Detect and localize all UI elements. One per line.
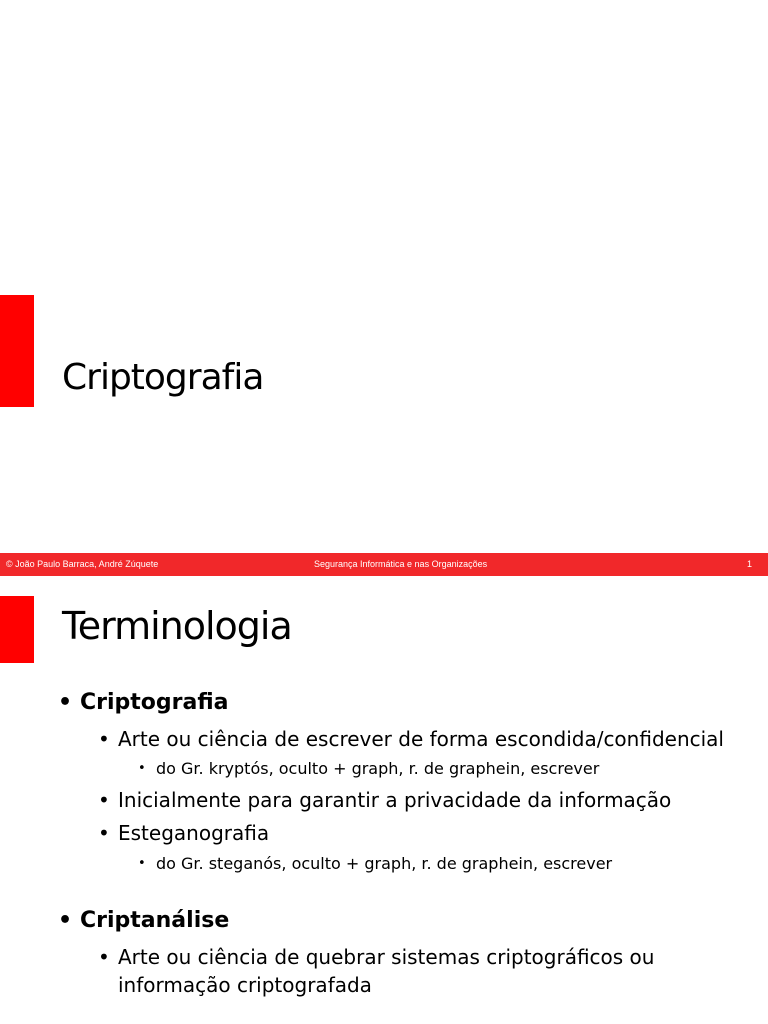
slide-title: Criptografia — [62, 357, 264, 398]
bullet-item — [98, 819, 270, 847]
bullet-item — [98, 725, 724, 753]
bullet-text: Arte ou ciência de escrever de forma escondida/confidencial — [118, 727, 724, 751]
bullet-text: do Gr. kryptós, oculto + graph, r. de graphein, escrever — [156, 759, 600, 778]
bullet-item — [58, 906, 230, 936]
bullet-text: Criptografia — [80, 690, 229, 715]
bullet-icon: • — [98, 945, 110, 969]
bullet-item — [98, 786, 672, 814]
bullet-icon: • — [138, 856, 146, 871]
bullet-text: Esteganografia — [118, 821, 270, 845]
bullet-text-continuation: informação criptografada — [118, 973, 372, 997]
footer-copyright: © João Paulo Barraca, André Zúquete — [6, 559, 159, 569]
bullet-icon: • — [58, 690, 73, 715]
bullet-text: Inicialmente para garantir a privacidade da informação — [118, 788, 672, 812]
title-accent-bar — [0, 596, 34, 663]
footer-course: Segurança Informática e nas Organizações — [314, 559, 488, 569]
footer-page-number: 1 — [746, 559, 752, 569]
content-slide — [0, 576, 768, 1024]
bullet-item — [138, 758, 600, 780]
bullet-icon: • — [98, 788, 110, 812]
bullet-icon: • — [98, 727, 110, 751]
bullet-icon: • — [98, 821, 110, 845]
bullet-text: Arte ou ciência de quebrar sistemas criptográficos ou — [118, 945, 655, 969]
bullet-item — [58, 688, 229, 718]
bullet-icon: • — [58, 908, 73, 933]
slide-title: Terminologia — [62, 604, 292, 648]
bullet-text: do Gr. steganós, oculto + graph, r. de graphein, escrever — [156, 854, 613, 873]
bullet-text: Criptanálise — [80, 908, 230, 933]
bullet-icon: • — [138, 761, 146, 776]
bullet-item — [98, 943, 655, 971]
bullet-item — [138, 853, 613, 875]
title-accent-bar — [0, 295, 34, 407]
slide-footer — [0, 553, 768, 576]
